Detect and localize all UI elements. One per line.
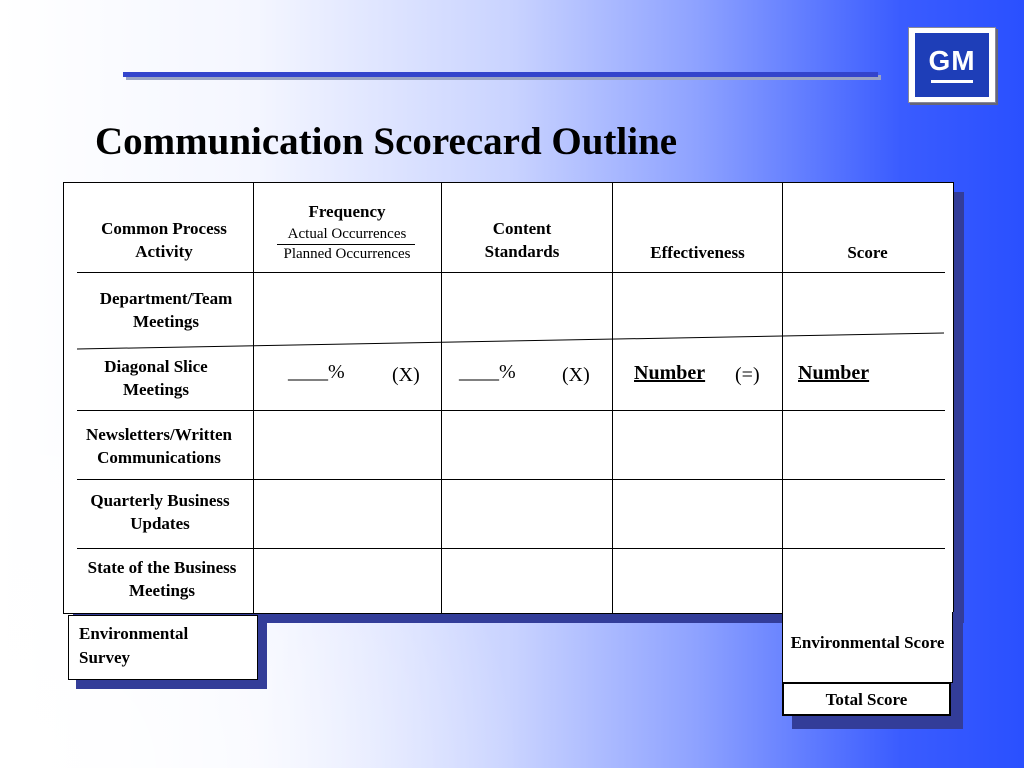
environmental-survey-box [68, 615, 258, 680]
gm-logo [908, 27, 996, 103]
total-score-label: Total Score [825, 690, 908, 709]
page-title: Communication Scorecard Outline [95, 120, 678, 163]
effectiveness-value: Number [634, 362, 706, 384]
total-score-box [782, 682, 951, 716]
frequency-value: ____% [288, 361, 345, 383]
header-effectiveness: Effectiveness [650, 243, 745, 262]
multiply-1: (X) [392, 364, 420, 386]
environmental-survey-label: Environmental Survey [79, 624, 189, 667]
header-frequency-numerator: Actual Occurrences [287, 226, 407, 242]
title-rule [123, 72, 878, 77]
header-activity: Common Process Activity [101, 219, 227, 261]
row-label-state: State of the Business Meetings [87, 558, 237, 600]
row-label-diagonal: Diagonal Slice Meetings [104, 357, 208, 399]
header-score: Score [847, 243, 888, 262]
multiply-2: (X) [562, 364, 590, 386]
environmental-score-label: Environmental Score [790, 633, 945, 652]
equals-sign: (=) [735, 364, 760, 386]
content-value: ____% [459, 361, 516, 383]
score-value: Number [798, 362, 870, 384]
header-content: Content Standards [484, 219, 560, 261]
environmental-score-box [782, 612, 953, 683]
header-frequency: Frequency [308, 202, 386, 221]
logo-text: GM [928, 45, 976, 76]
row-label-department: Department/Team Meetings [99, 289, 233, 331]
row-label-quarterly: Quarterly Business Updates [90, 491, 230, 533]
header-frequency-denominator: Planned Occurrences [283, 246, 411, 262]
row-label-newsletters: Newsletters/Written Communications [85, 425, 233, 467]
